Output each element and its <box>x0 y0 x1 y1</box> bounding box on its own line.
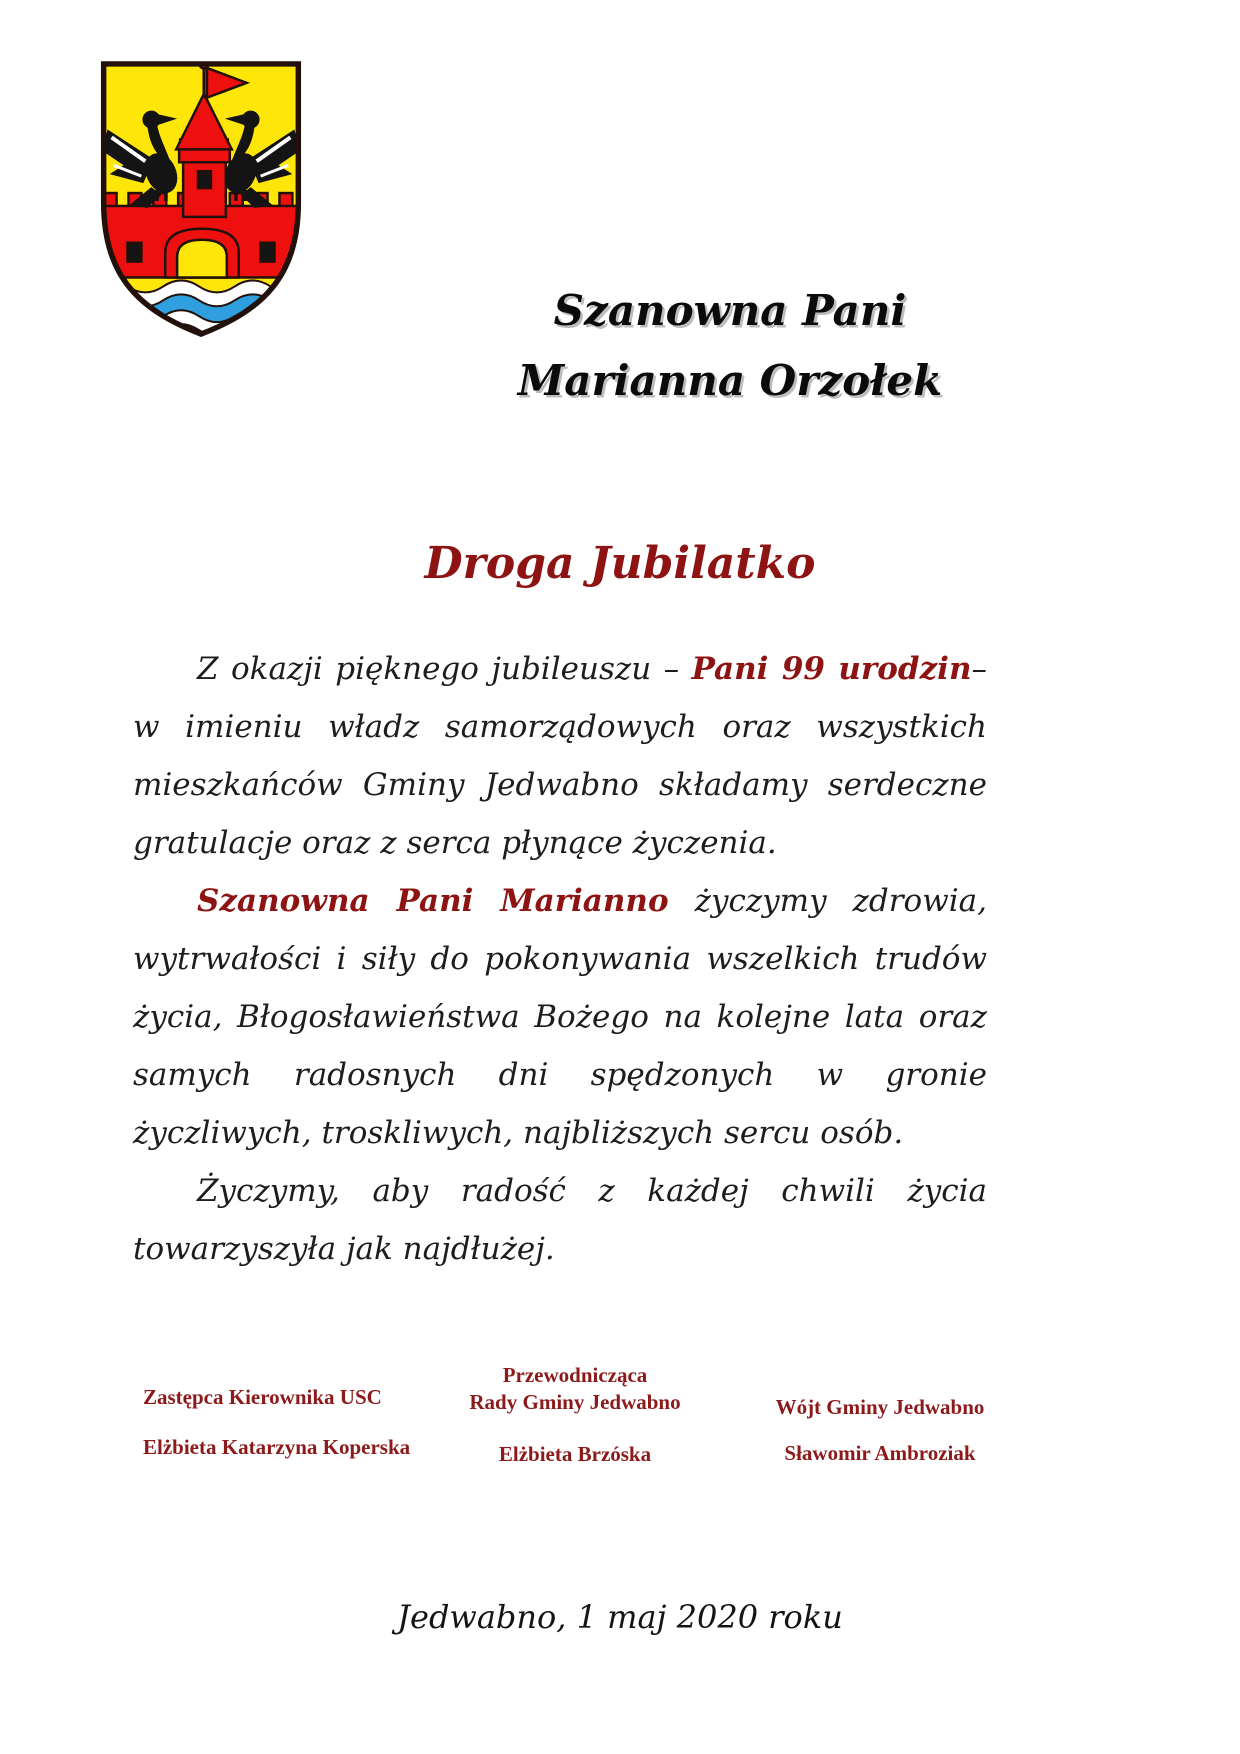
signature-title-line2: Rady Gminy Jedwabno <box>469 1390 681 1414</box>
window-tower <box>198 171 211 188</box>
signature-title: Zastępca Kierownika USC <box>143 1385 382 1409</box>
signature-mayor <box>745 1394 1015 1467</box>
letter-body <box>133 640 987 1278</box>
p1-text-before: Z okazji pięknego jubileuszu – <box>197 651 692 687</box>
window-left <box>128 243 142 262</box>
letter-heading: Droga Jubilatko <box>424 538 816 589</box>
signature-name: Elżbieta Katarzyna Koperska <box>143 1435 411 1459</box>
paragraph-3: Życzymy, aby radość z każdej chwili życia towarzyszyła jak najdłużej. <box>133 1173 987 1267</box>
recipient-salutation: Szanowna Pani <box>553 286 907 335</box>
signature-name: Sławomir Ambroziak <box>784 1441 976 1465</box>
p1-text-after: – w imieniu władz samorządowych oraz wszystkich mieszkańców Gminy Jedwabno składamy serdeczne gratulacje oraz z serca płynące życzenia. <box>133 651 988 861</box>
signature-deputy-registrar <box>143 1384 443 1461</box>
jedwabno-coat-of-arms <box>90 56 312 344</box>
recipient-block <box>470 276 990 416</box>
paragraph-1 <box>133 640 987 872</box>
paragraph-2 <box>133 872 987 1162</box>
window-right <box>261 243 275 262</box>
signature-title: Wójt Gminy Jedwabno <box>775 1395 985 1419</box>
gate-opening <box>177 240 227 278</box>
recipient-name: Marianna Orzołek <box>517 356 943 405</box>
p2-text-after: życzymy zdrowia, wytrwałości i siły do pokonywania wszelkich trudów życia, Błogosławieństwa Bożego na kolejne lata oraz samych radosnych dni spędzonych w gronie życzliwych, troskliwych, najbliższych sercu osób. <box>133 883 987 1151</box>
p2-highlight: Szanowna Pani Marianno <box>197 883 669 919</box>
signature-council-chairwoman <box>425 1362 725 1468</box>
place-and-date: Jedwabno, 1 maj 2020 roku <box>397 1598 843 1636</box>
signature-title-line1: Przewodnicząca <box>502 1363 648 1387</box>
p1-highlight: Pani 99 urodzin <box>691 651 972 687</box>
signature-name: Elżbieta Brzóska <box>498 1442 652 1466</box>
